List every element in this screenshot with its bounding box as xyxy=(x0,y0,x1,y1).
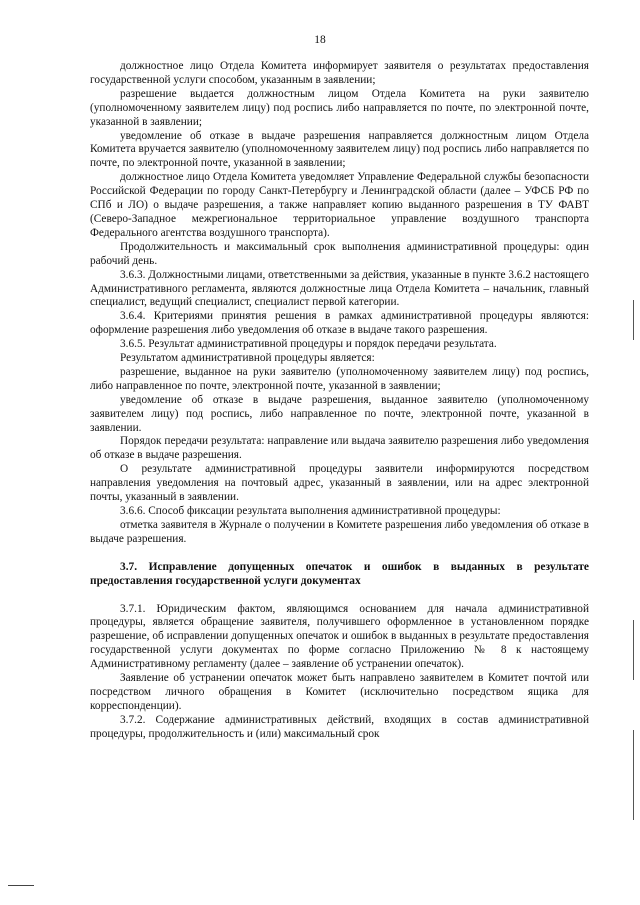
scan-edge-mark xyxy=(633,300,634,340)
paragraph: разрешение выдается должностным лицом Отдела Комитета на руки заявителю (уполномоченному заявителем лицу) под роспись либо направляется по почте, по электронной почте, указанной в заявлении; xyxy=(90,87,589,128)
paragraph: Порядок передачи результата: направление или выдача заявителю разрешения либо уведомления об отказе в выдаче разрешения. xyxy=(90,435,589,462)
paragraph: 3.7.1. Юридическим фактом, являющимся основанием для начала административной процедуры, является обращение заявителя, получившего оформленное в установленном порядке разрешение, об исправлении допущенных опечаток и ошибок в выданных в результате предоставления государственной услуги документах по форме согласно Приложению № 8 к настоящему Административному регламенту (далее – заявление об устранении опечаток). xyxy=(90,602,589,671)
paragraph: уведомление об отказе в выдаче разрешения, выданное заявителю (уполномоченному заявителем лицу) под роспись, либо направленное по почте, электронной почте, указанной в заявлении. xyxy=(90,393,589,434)
paragraph: должностное лицо Отдела Комитета информирует заявителя о результатах предоставления государственной услуги способом, указанным в заявлении; xyxy=(90,60,589,86)
paragraph: должностное лицо Отдела Комитета уведомляет Управление Федеральной службы безопасности Российской Федерации по городу Санкт-Петербургу и Ленинградской области (далее – УФСБ РФ по СПб и ЛО) о выдаче разрешения, а также направляет копию выданного разрешения в ТУ ФАВТ (Северо-Западное межрегиональное территориальное управление воздушного транспорта Федерального агентства воздушного транспорта). xyxy=(90,171,589,239)
paragraph: Результатом административной процедуры является: xyxy=(120,352,375,365)
paragraph: 3.6.3. Должностными лицами, ответственными за действия, указанные в пункте 3.6.2 настоящего Административного регламента, являются должностные лица Отдела Комитета – начальник, главный специалист, ведущий специалист, специалист первой категории. xyxy=(90,268,589,309)
paragraph: уведомление об отказе в выдаче разрешения направляется должностным лицом Отдела Комитета вручается заявителю (уполномоченному заявителем лицу) под роспись либо направляется по почте, по электронной почте, указанной в заявлении; xyxy=(90,129,589,170)
paragraph: 3.6.5. Результат административной процедуры и порядок передачи результата. xyxy=(120,338,497,351)
page-number: 18 xyxy=(314,34,326,46)
paragraph: 3.7.2. Содержание административных действий, входящих в состав административной процедуры, продолжительность и (или) максимальный срок xyxy=(90,713,589,740)
paragraph: 3.6.6. Способ фиксации результата выполнения административной процедуры: xyxy=(120,505,501,517)
paragraph: Заявление об устранении опечаток может быть направлено заявителем в Комитет почтой или посредством личного обращения в Комитет (исключительно посредством ящика для корреспонденции). xyxy=(90,672,589,712)
paragraph: 3.6.4. Критериями принятия решения в рамках административной процедуры являются: оформление разрешения либо уведомления об отказе в выдаче такого разрешения. xyxy=(90,310,589,337)
document-body xyxy=(90,60,589,742)
scan-edge-mark xyxy=(633,620,634,680)
paragraph: О результате административной процедуры заявители информируются посредством направления уведомления на почтовый адрес, указанный в заявлении, или на адрес электронной почты, указанный в заявлении. xyxy=(90,463,589,504)
scan-edge-line xyxy=(8,885,34,886)
scan-edge-mark xyxy=(633,730,634,820)
paragraph: разрешение, выданное на руки заявителю (уполномоченному заявителем лицу) под роспись, либо направленное по почте, электронной почте, указанной в заявлении; xyxy=(90,365,589,392)
paragraph: Продолжительность и максимальный срок выполнения административной процедуры: один рабочий день. xyxy=(90,240,589,267)
section-heading: 3.7. Исправление допущенных опечаток и ошибок в выданных в результате предоставления государственной услуги документах xyxy=(90,560,589,587)
paragraph: отметка заявителя в Журнале о получении в Комитете разрешения либо уведомления об отказе в выдаче разрешения. xyxy=(90,518,589,545)
